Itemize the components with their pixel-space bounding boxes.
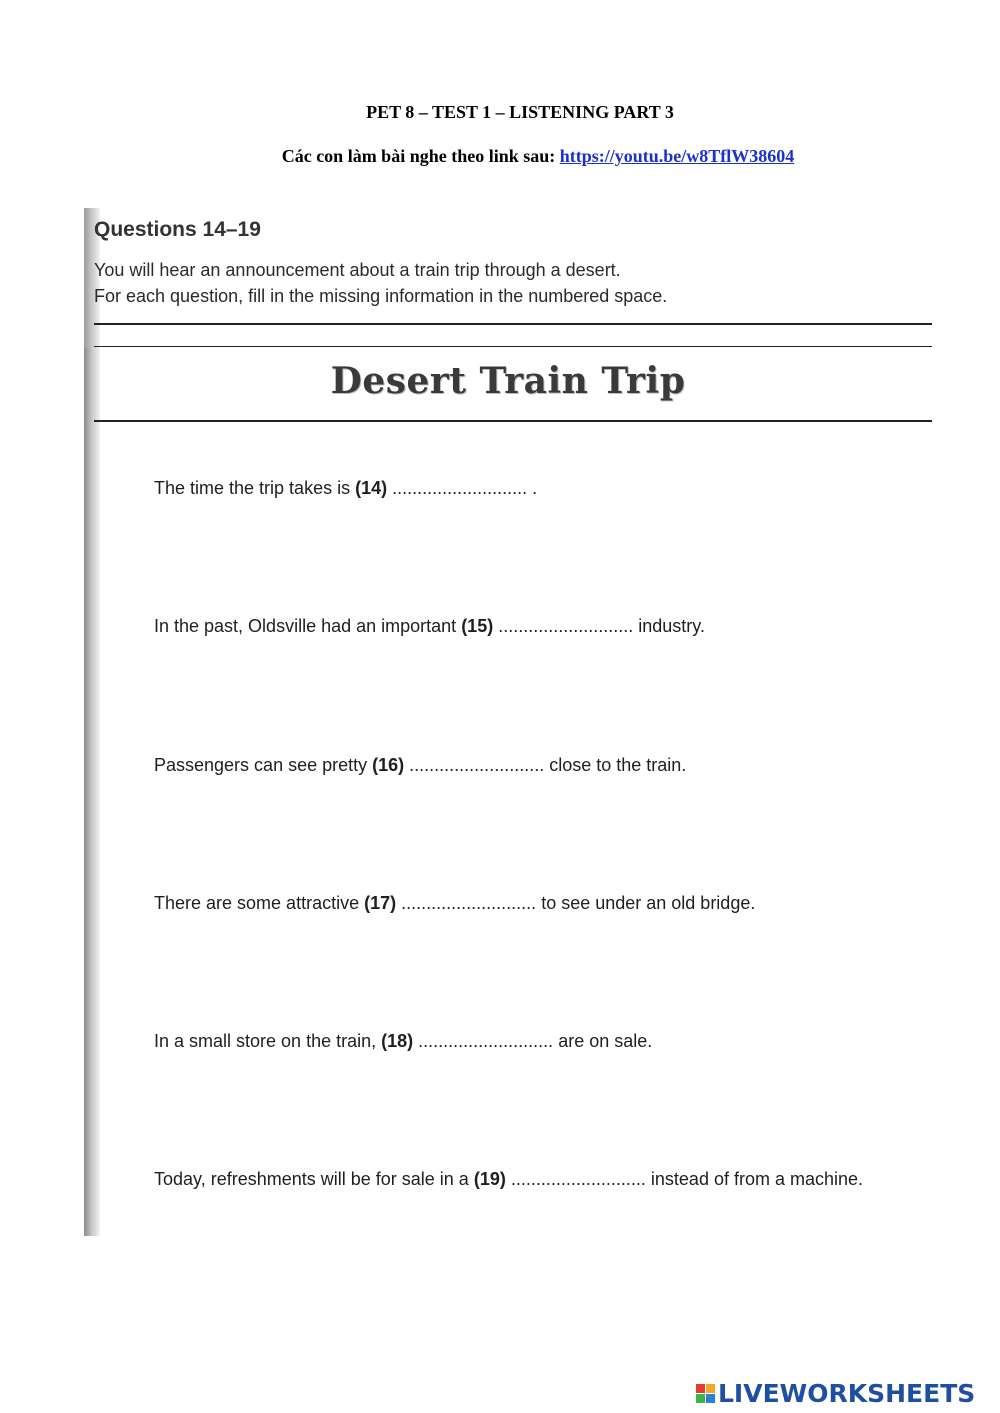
question-19 [154,1166,914,1193]
question-text-after: close to the train. [549,755,687,775]
question-16 [154,752,914,779]
question-number: (15) [461,616,494,636]
answer-blank[interactable]: ........................... [401,893,537,913]
question-text-after: industry. [638,616,705,636]
answer-blank[interactable]: ........................... [510,1169,646,1189]
logo-text: LIVEWORKSHEETS [718,1378,976,1408]
answer-blank[interactable]: ........................... [418,1031,554,1051]
page-title: PET 8 – TEST 1 – LISTENING PART 3 [366,102,674,122]
question-15 [154,613,914,640]
question-number: (17) [364,893,397,913]
liveworksheets-logo-icon [696,1384,715,1403]
answer-blank[interactable]: ........................... [392,478,528,498]
instruction-line-2: For each question, fill in the missing information in the numbered space. [94,286,668,306]
link-line [0,146,1000,167]
scan-edge-shadow-lower [84,348,94,1236]
answer-blank[interactable]: ........................... [409,755,545,775]
question-text: The time the trip takes is [154,478,351,498]
card-title: Desert Train Trip [330,360,686,402]
instruction-line-1: You will hear an announcement about a train trip through a desert. [94,260,621,280]
divider [94,323,932,325]
question-text-after: instead of from a machine. [650,1169,864,1189]
question-text: There are some attractive [154,893,360,913]
question-17 [154,890,914,917]
question-number: (19) [473,1169,506,1189]
question-18 [154,1028,914,1055]
question-text-after: to see under an old bridge. [541,893,756,913]
questions-heading: Questions 14–19 [94,218,261,241]
scanned-worksheet [84,208,932,1236]
liveworksheets-logo [696,1376,975,1410]
question-number: (14) [355,478,388,498]
link-prefix: Các con làm bài nghe theo link sau: [281,146,556,166]
divider [94,346,932,347]
question-text: In a small store on the train, [154,1031,377,1051]
question-text-after: . [527,478,538,498]
answer-blank[interactable]: ........................... [498,616,634,636]
question-text-after: are on sale. [558,1031,653,1051]
youtube-link[interactable]: https://youtu.be/w8TflW38604 [559,146,795,166]
question-text: Passengers can see pretty [154,755,368,775]
question-number: (18) [381,1031,414,1051]
divider [94,420,932,422]
question-number: (16) [372,755,405,775]
question-text: In the past, Oldsville had an important [154,616,457,636]
question-text: Today, refreshments will be for sale in a [154,1169,469,1189]
question-14 [154,475,914,502]
